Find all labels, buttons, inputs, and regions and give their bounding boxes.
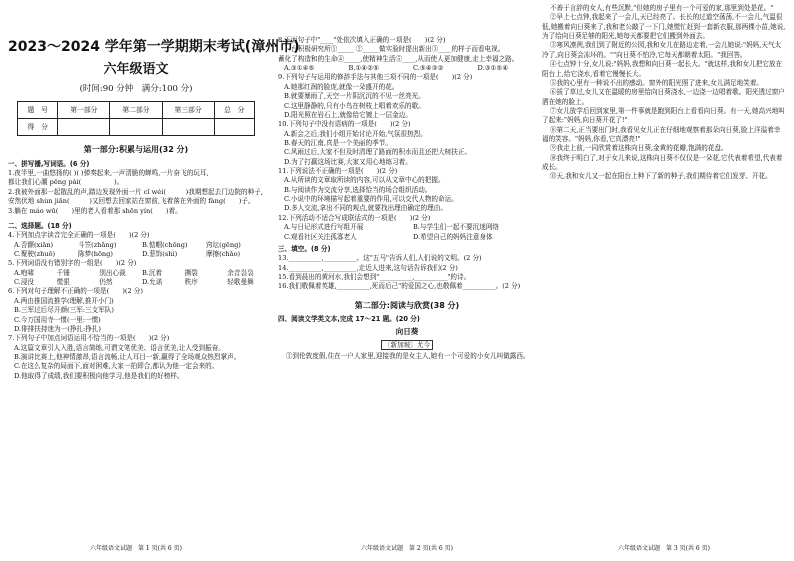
part-2-title: 第二部分:阅读与欣赏(38 分) bbox=[354, 300, 460, 310]
question-4-options-2 bbox=[8, 250, 264, 259]
option: B.演讲比赛上,他神情激昂,语言流畅,让人耳目一新,赢得了全场观众热烈掌声。 bbox=[13, 352, 241, 361]
score-table-score-row bbox=[18, 119, 255, 136]
question-line: 台积极研究所①_____ ②_____做实验时提出新出③____的样子而看电视。 bbox=[278, 45, 505, 54]
question-line: 3.躺在 máo wū( )里的老人看着那 shēn yín( )着。 bbox=[8, 206, 182, 215]
question-4-options bbox=[8, 241, 264, 250]
option: 秩序 bbox=[184, 278, 198, 287]
reading-author bbox=[278, 341, 536, 350]
option: D.他取得了成绩,我们要积极向他学习,他是我们的好榜样。 bbox=[13, 371, 184, 380]
question-16: 16.我们敬佩着英雄,__________,死而后己"的爱国之心,也敬佩着__________。(2 分) bbox=[278, 282, 521, 291]
option: B.春天的江南,真是一个美丽的季节。 bbox=[283, 138, 392, 147]
option: 摩擦(chǎo) bbox=[205, 249, 241, 258]
option: B.沉着 bbox=[141, 268, 163, 277]
part-1-title: 第一部分:积累与运用(32 分) bbox=[83, 145, 189, 155]
question-12-options-2 bbox=[278, 233, 536, 242]
option: C.观看社区关注孤寡老人 bbox=[283, 232, 357, 241]
reading-paragraph: ⑩我终于明白了,对于女儿来说,这株向日葵不仅仅是一朵花,它代表着希望,代表着成长。 bbox=[542, 153, 783, 172]
option: B.与学生们一起不要沉迷网络 bbox=[412, 223, 500, 232]
section-1-title: 一、拼写播,写词语。(6 分) bbox=[8, 159, 90, 168]
option: A.否颤(xiān) bbox=[13, 240, 54, 249]
option: B.惦帽(chōng) bbox=[141, 240, 188, 249]
score-table-header-row bbox=[18, 102, 255, 119]
reading-paragraph: ⑨我走上前,一同欣赏着这株向日葵,金黄的花瓣,饱满的花盘。 bbox=[549, 144, 728, 153]
exam-grade: 六年级语文 bbox=[103, 61, 169, 77]
question-14: 14.__________,__________,走近人进来,这句话告诉我们(2 分) bbox=[278, 263, 458, 272]
score-cell bbox=[214, 119, 254, 136]
question-9: 9.下列句子与运用的修辞手法与其他三项不同的一项是( )(2 分) bbox=[278, 73, 473, 82]
option: A.新会之后,我们小组开始讨论开始,气氛很热烈。 bbox=[283, 129, 427, 138]
option: C.这里静静的,只有小鸟在树枝上唱着欢乐的歌。 bbox=[283, 101, 425, 110]
option: D.俳排扶持迷为一(挣扎:挣扎) bbox=[13, 324, 101, 333]
option: C.⑤④③② bbox=[412, 64, 444, 73]
score-cell bbox=[110, 119, 162, 136]
option: 余音袅袅 bbox=[227, 268, 254, 277]
option: 陈梦(hōng) bbox=[77, 249, 113, 258]
question-line: 2.我被外面那一起散乱的声,踏边发现外面一片 cǐ wéi( )我期想起去门边院的种子, bbox=[8, 187, 263, 196]
option: 轻歌曼舞 bbox=[227, 278, 254, 287]
option: C.聚驶(zhuō) bbox=[13, 249, 56, 258]
score-cell bbox=[58, 119, 110, 136]
question-line: 都让我们心潮 pēng pài( )。 bbox=[8, 178, 124, 187]
reading-title: 向日葵 bbox=[395, 327, 419, 337]
section-4-title: 四、阅读文学类文本,完成 17～21 题。(20 分) bbox=[278, 315, 420, 324]
reading-paragraph: ⑦女儿放学后回到家里,第一件事就是跑到阳台上看看向日葵。有一天,她高兴地叫了起来:"妈妈,向日葵开花了!" bbox=[542, 106, 785, 125]
page-footer: 六年级语文试题 第 2 页(共 6 页) bbox=[361, 545, 453, 553]
question-5: 5.下列词语没有错别字的一组是( )(2 分) bbox=[8, 259, 137, 268]
question-7: 7.下列句子中加点词语运用不恰当的一项是( )(2 分) bbox=[8, 334, 170, 343]
option: D.允诺 bbox=[141, 278, 163, 287]
option: A.③①④⑤ bbox=[283, 64, 315, 73]
option: 仍然 bbox=[99, 278, 113, 287]
reading-paragraph: ②早上七点钟,我起来了一会儿,天已经亮了。长长的过道空荡荡,不一会儿,气温很低,她搬着向日葵来了,我和老公敲了一下门,她慌忙赶到一套新衣服,那两棵小苗,她说,为了给向日葵足够的阳光,她每天都要把它们搬到外面去。 bbox=[542, 13, 786, 41]
question-12-options bbox=[278, 223, 536, 232]
option: C.今万国用寺一惯(一里:一惯) bbox=[13, 315, 101, 324]
option: D.阳光照在岩石上,就像给它镀上一层金边。 bbox=[283, 110, 412, 119]
option: B.①④②⑤ bbox=[348, 64, 380, 73]
option: B.三军过后尽开颜(三军:三支军队) bbox=[13, 306, 114, 315]
question-4: 4.下列加点字读音完全正确的一项是( )(2 分) bbox=[8, 231, 150, 240]
score-cell: 得 分 bbox=[18, 119, 58, 136]
option: D.多人交流,拿出不同的观点,就要找出理由确定的理由。 bbox=[283, 204, 447, 213]
page-3-column bbox=[542, 0, 786, 561]
question-6: 6.下列对句子理解不正确的一项是( )(2 分) bbox=[8, 287, 143, 296]
option: C.浸没 bbox=[13, 278, 35, 287]
reading-paragraph: ⑥拔了草过,女儿又在温暖的房里给向日葵浇水,一边浇一边唱着歌。阳光透过窗户洒在她的脸上。 bbox=[542, 88, 785, 106]
option: 慌狠 bbox=[56, 278, 70, 287]
reading-author-text: 〔新加坡〕尤今 bbox=[381, 340, 433, 350]
option: 撕裂 bbox=[184, 268, 198, 277]
question-5-options bbox=[8, 269, 264, 278]
option: C.风雨过后,大家不但及时清理了路面的积水而且还把大树扶正。 bbox=[283, 148, 471, 157]
reading-paragraph: ⑪天,我和女儿又一起在阳台上种下了新的种子,我们期待着它们发芽、开花。 bbox=[549, 172, 772, 181]
score-cell: 第二部分 bbox=[110, 102, 162, 119]
page-2-column bbox=[278, 0, 536, 561]
option: A.从所读的文章取所读的内容,可以从文章中心的把握。 bbox=[283, 176, 445, 185]
question-line: 1.夜半里,一曲悠扬的( )( )弹奏起来,一声清脆的蝉鸣,一片奋飞的玩耳, bbox=[8, 169, 209, 178]
option: A.咆啸 bbox=[13, 268, 34, 277]
reading-paragraph: ①到伦敦度假,住在一户人家里,迎接我的是女主人,她有一个可爱的小女儿叫做露西。 bbox=[285, 352, 530, 361]
option: D.为了打赢这场比赛,大家又用心地练习着。 bbox=[283, 157, 412, 166]
score-cell: 第三部分 bbox=[162, 102, 214, 119]
question-line: 安然伏地 shùn jiān( )又回想去回家站在窗前,飞着落在外面的 fàng( )子。 bbox=[8, 197, 255, 206]
score-cell: 第一部分 bbox=[58, 102, 110, 119]
section-2-title: 二、选择题。(18 分) bbox=[8, 221, 72, 230]
option: A.这篇文章引人入胜,语言简练,可谓文笔优美、语言优美,让人受到振奋。 bbox=[13, 343, 225, 352]
question-8: 8.下面句子中"____"处依次填入正确的一项是( )(2 分) bbox=[278, 36, 446, 44]
exam-time-line: (时间:90 分钟 满分:100 分) bbox=[79, 84, 193, 95]
reading-paragraph: ④七点钟十分,女儿说:"妈妈,我想和向日葵一起长大。"就这样,我和女儿把它放在阳台上,给它浇水,看着它慢慢长大。 bbox=[542, 60, 783, 78]
score-cell bbox=[162, 119, 214, 136]
page-footer: 六年级语文试题 第 3 页(共 6 页) bbox=[618, 545, 710, 553]
option: A.与日记形式进行写组开展 bbox=[283, 223, 364, 232]
exam-title: 2023～2024 学年第一学期期末考试(漳州市) bbox=[8, 39, 300, 55]
question-10: 10.下列句子中没有语病的一项是( )(2 分) bbox=[278, 120, 411, 129]
option: A.她那红润的脸庞,就像一朵盛开的花。 bbox=[283, 82, 399, 91]
option: A.两由推国流推学(理解,推开小门) bbox=[13, 296, 114, 305]
option: B.与阅读作为交流分享,选择恰当的场合组织活动。 bbox=[283, 185, 432, 194]
score-cell: 题 号 bbox=[18, 102, 58, 119]
option: 斗笠(zhǎng) bbox=[77, 240, 117, 249]
option: 别出心裁 bbox=[99, 268, 126, 277]
question-line: 蓄化了构造和的生命④_____,使精神生活⑤____,从而使人更加健康,走上幸福之路。 bbox=[278, 54, 519, 63]
option: D.③①⑤④ bbox=[477, 64, 509, 73]
question-15: 15.看到晨出的黄河水,我们会想到"__________,__________"的诗。 bbox=[278, 272, 471, 281]
reading-paragraph: ⑤我的心里有一种说不出的感动。窗外的阳光照了进来,女儿满足地笑着。 bbox=[549, 78, 764, 87]
reading-paragraph: 不善于言辞的女人,有些沉默,"但她的房子里有一个可爱的家,那里到处是花。" bbox=[549, 4, 774, 12]
score-cell: 总 分 bbox=[214, 102, 254, 119]
score-table bbox=[17, 101, 255, 136]
question-11: 11.下列说法不正确的一项是( )(2 分) bbox=[278, 167, 398, 176]
option: 千锤 bbox=[56, 268, 70, 277]
question-12: 12.下列活动不适合写成联话式的一项是( )(2 分) bbox=[278, 213, 431, 222]
option: B.就要暴雨了,天空一片阴沉沉的不见一丝亮光。 bbox=[283, 92, 425, 101]
section-3-title: 三、填空。(8 分) bbox=[278, 244, 331, 253]
option: 窍坛(gēng) bbox=[205, 240, 241, 249]
option: D.惹饰(shì) bbox=[141, 249, 178, 258]
reading-paragraph: ③寒风凛冽,我们到了附近的公园,我和女儿在路边走着,一会儿她说:"妈妈,天气太冷了,向日葵会冻坏的。""向日葵不怕冷,它每天都朝着太阳。"我回答。 bbox=[542, 41, 782, 59]
question-13: 13.__________,__________。这"五马"告诉人们,人们说的文明。(2 分) bbox=[278, 254, 482, 263]
reading-paragraph: ⑧第二天,正当要出门时,我看见女儿正在仔细地观察着那朵向日葵,脸上洋溢着幸福的笑容。"妈妈,你看,它真漂亮!" bbox=[542, 125, 781, 144]
option: C.小说中的环境描写起着重要的作用,可以交代人物的命运。 bbox=[283, 195, 458, 204]
option: D.希望自己的妈妈注意身体 bbox=[412, 232, 493, 241]
option: C.在这么复杂的局面下,面对困难,大家一拍即合,都认为他一定会来的。 bbox=[13, 362, 219, 371]
page-footer: 六年级语文试题 第 1 页(共 6 页) bbox=[90, 545, 182, 553]
